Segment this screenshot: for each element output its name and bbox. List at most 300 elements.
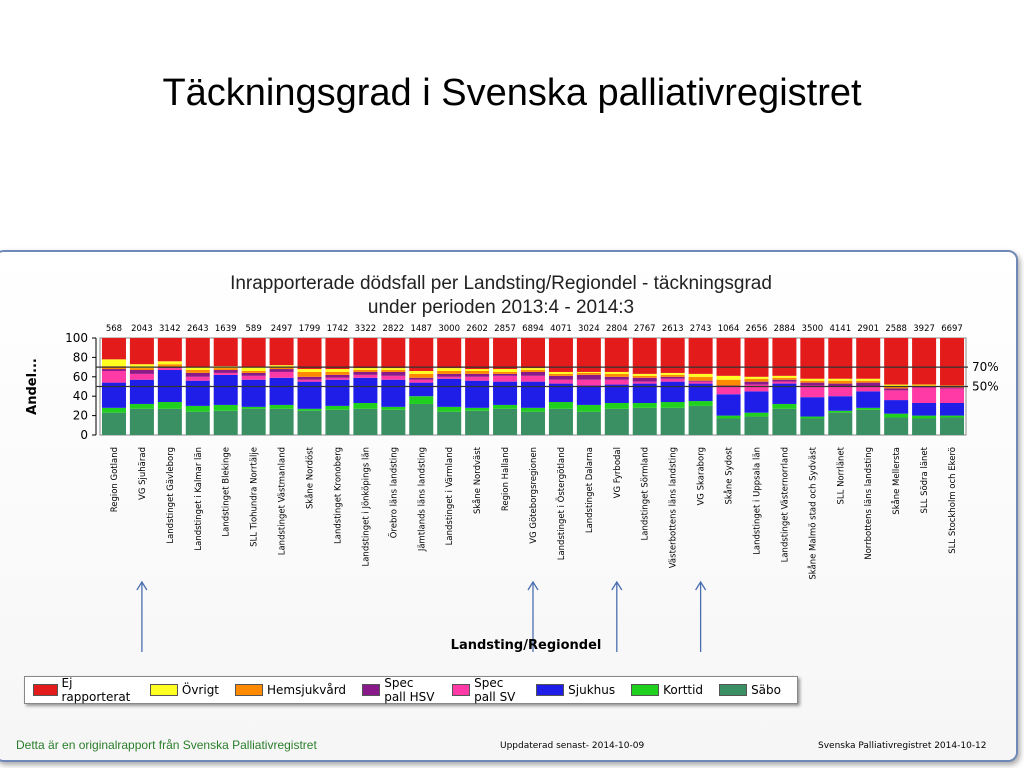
bar-segment-spec-pall-hsv (800, 383, 824, 386)
bar-segment-säbo (158, 409, 182, 435)
bar-segment-spec-pall-sv (912, 387, 936, 403)
bar-segment-spec-pall-sv (577, 380, 601, 386)
count-label: 2767 (633, 324, 656, 334)
bar-segment-övrigt (577, 372, 601, 373)
bar-segment-ej-rapporterat (102, 338, 126, 359)
bar-segment-korttid (298, 409, 322, 411)
x-tick-label: Jämtlands läns landsting (417, 447, 428, 552)
bar-segment-ej-rapporterat (270, 338, 294, 365)
count-label: 1742 (326, 324, 349, 334)
bar-segment-övrigt (493, 369, 517, 372)
count-label: 1639 (214, 324, 237, 334)
bar-segment-säbo (409, 404, 433, 435)
bar-segment-övrigt (381, 368, 405, 370)
bar-segment-hemsjukvård (186, 370, 210, 373)
bar-segment-sjukhus (381, 380, 405, 407)
legend-label: Säbo (751, 683, 781, 697)
bar-segment-spec-pall-sv (689, 382, 713, 384)
legend-swatch (150, 684, 178, 696)
bar-segment-spec-pall-hsv (884, 388, 908, 390)
x-tick-label: Landstinget Sörmland (640, 447, 651, 541)
count-label: 568 (105, 324, 123, 334)
bar-segment-säbo (940, 418, 964, 435)
bar-segment-sjukhus (828, 396, 852, 411)
bar-segment-sjukhus (940, 403, 964, 416)
bar-segment-sjukhus (912, 403, 936, 416)
count-label: 3000 (438, 324, 461, 334)
bar-segment-spec-pall-hsv (353, 372, 377, 375)
bar-segment-spec-pall-sv (437, 377, 461, 379)
bar-segment-ej-rapporterat (828, 338, 852, 379)
legend-label: Ej rapporterat (61, 676, 131, 704)
x-tick-label: Örebro läns landsting (389, 447, 400, 539)
chart-subtitle: under perioden 2013:4 - 2014:3 (367, 297, 635, 318)
report-panel (0, 250, 1018, 762)
y-tick-label: 60 (72, 369, 88, 384)
bar-segment-säbo (242, 409, 266, 435)
bar-segment-säbo (828, 413, 852, 435)
bar-segment-övrigt (298, 369, 322, 372)
count-label: 6894 (522, 324, 544, 334)
bar-segment-spec-pall-sv (102, 371, 126, 383)
bar-segment-övrigt (521, 368, 545, 370)
legend-item (362, 676, 436, 704)
y-tick-label: 80 (72, 350, 88, 365)
bar-segment-korttid (689, 401, 713, 406)
y-axis-title: Andel... (25, 358, 40, 415)
bar-segment-hemsjukvård (717, 380, 741, 386)
bar-segment-spec-pall-sv (214, 373, 238, 375)
bar-segment-hemsjukvård (493, 372, 517, 374)
bar-segment-spec-pall-hsv (744, 382, 768, 385)
bar-segment-spec-pall-sv (381, 376, 405, 380)
bar-segment-sjukhus (521, 382, 545, 408)
legend-item (150, 683, 219, 697)
bar-segment-spec-pall-hsv (325, 375, 349, 378)
bar-segment-spec-pall-sv (270, 372, 294, 378)
bar-segment-ej-rapporterat (717, 338, 741, 376)
legend-label: Sjukhus (568, 683, 616, 697)
y-tick-label: 20 (72, 408, 88, 423)
y-tick-label: 0 (80, 428, 88, 442)
bar-segment-sjukhus (186, 381, 210, 406)
bar-segment-övrigt (856, 379, 880, 381)
bar-segment-säbo (577, 412, 601, 435)
bar-segment-hemsjukvård (437, 371, 461, 374)
bar-segment-spec-pall-sv (493, 376, 517, 382)
bar-segment-spec-pall-hsv (465, 374, 489, 377)
bar-segment-ej-rapporterat (298, 338, 322, 369)
bar-segment-övrigt (633, 374, 657, 376)
legend-item (452, 676, 520, 704)
chart-legend (24, 676, 798, 704)
x-tick-label: Skåne Mellersta (892, 447, 903, 515)
bar-segment-sjukhus (130, 380, 154, 404)
bar-segment-spec-pall-hsv (633, 378, 657, 382)
bar-segment-övrigt (800, 379, 824, 381)
bar-segment-spec-pall-hsv (772, 380, 796, 382)
bar-segment-spec-pall-hsv (661, 377, 685, 379)
legend-item (631, 683, 703, 697)
x-tick-label: Skåne Nordväst (473, 447, 484, 514)
bar-segment-övrigt (353, 368, 377, 370)
bar-segment-övrigt (102, 359, 126, 366)
bar-segment-sjukhus (409, 383, 433, 397)
bar-segment-korttid (940, 416, 964, 418)
bar-segment-ej-rapporterat (856, 338, 880, 379)
bar-segment-sjukhus (270, 378, 294, 405)
bar-segment-korttid (465, 408, 489, 411)
bar-segment-korttid (549, 402, 573, 409)
reference-line-label: 50% (972, 379, 999, 394)
count-label: 3322 (354, 324, 377, 334)
count-label: 2043 (131, 324, 153, 334)
x-tick-label: SLL Tiohundra Norrtälje (249, 447, 260, 547)
bar-segment-ej-rapporterat (158, 338, 182, 361)
bar-segment-korttid (270, 405, 294, 409)
bar-segment-hemsjukvård (577, 373, 601, 375)
bar-segment-övrigt (465, 369, 489, 371)
bar-segment-korttid (772, 404, 796, 409)
bar-segment-korttid (661, 402, 685, 408)
x-tick-label: Skåne Sydost (724, 447, 735, 505)
bar-segment-övrigt (325, 369, 349, 372)
bar-segment-spec-pall-sv (856, 387, 880, 392)
bar-segment-säbo (717, 419, 741, 435)
legend-item (33, 676, 134, 704)
bar-segment-spec-pall-hsv (493, 374, 517, 376)
footer-registry-date: Svenska Palliativregistret 2014-10-12 (818, 741, 987, 751)
bar-segment-spec-pall-sv (325, 378, 349, 380)
legend-label: Övrigt (181, 683, 220, 697)
bar-segment-sjukhus (744, 391, 768, 412)
bar-segment-ej-rapporterat (465, 338, 489, 369)
bar-segment-ej-rapporterat (437, 338, 461, 368)
bar-segment-korttid (130, 404, 154, 409)
bar-segment-spec-pall-sv (130, 374, 154, 380)
bar-segment-hemsjukvård (409, 374, 433, 378)
x-tick-label: Landstinget i Kalmar län (193, 447, 204, 551)
legend-label: Spec pall SV (474, 676, 516, 704)
bar-segment-säbo (493, 409, 517, 435)
count-label: 4071 (550, 324, 572, 334)
bar-segment-övrigt (828, 379, 852, 381)
bar-segment-sjukhus (353, 378, 377, 403)
bar-segment-hemsjukvård (298, 372, 322, 377)
bar-segment-sjukhus (605, 385, 629, 403)
x-tick-label: Landstinget Dalarna (584, 447, 595, 534)
bar-segment-ej-rapporterat (353, 338, 377, 368)
bar-segment-säbo (465, 411, 489, 435)
bar-segment-hemsjukvård (242, 371, 266, 373)
bar-segment-hemsjukvård (856, 381, 880, 383)
x-tick-label: Landstinget i Värmland (445, 447, 456, 546)
bar-segment-hemsjukvård (689, 377, 713, 381)
bar-segment-korttid (856, 408, 880, 410)
bar-segment-övrigt (409, 371, 433, 374)
bar-segment-korttid (186, 406, 210, 412)
count-label: 3500 (801, 324, 824, 334)
slide-title: Täckningsgrad i Svenska palliativregistret (162, 72, 862, 114)
bar-segment-ej-rapporterat (912, 338, 936, 385)
count-label: 2656 (745, 324, 768, 334)
bar-segment-korttid (102, 408, 126, 413)
bar-segment-sjukhus (856, 391, 880, 407)
bar-segment-ej-rapporterat (744, 338, 768, 377)
count-label: 1064 (717, 324, 740, 334)
bar-segment-spec-pall-hsv (940, 387, 964, 388)
bar-segment-säbo (661, 408, 685, 435)
bar-segment-spec-pall-hsv (577, 375, 601, 380)
x-tick-label: Region Halland (501, 447, 512, 512)
x-tick-label: Västerbottens läns landsting (668, 447, 679, 569)
bar-segment-spec-pall-sv (940, 388, 964, 403)
bar-segment-korttid (633, 403, 657, 408)
bar-segment-sjukhus (465, 381, 489, 408)
legend-swatch (452, 684, 470, 696)
bar-segment-hemsjukvård (465, 371, 489, 374)
legend-item (235, 683, 346, 697)
bar-segment-säbo (214, 411, 238, 435)
count-label: 3142 (159, 324, 181, 334)
bar-segment-spec-pall-sv (633, 382, 657, 384)
count-label: 2602 (466, 324, 488, 334)
legend-item (719, 683, 781, 697)
bar-segment-övrigt (605, 372, 629, 374)
bar-segment-korttid (214, 405, 238, 411)
bar-segment-spec-pall-sv (828, 387, 852, 397)
bar-segment-övrigt (661, 373, 685, 375)
bar-segment-korttid (437, 407, 461, 412)
bar-segment-korttid (158, 402, 182, 409)
bar-segment-korttid (353, 403, 377, 409)
legend-swatch (719, 684, 747, 696)
x-tick-label: Landstinget i Östergötland (556, 447, 567, 561)
bar-segment-ej-rapporterat (633, 338, 657, 374)
bar-segment-korttid (409, 396, 433, 404)
legend-swatch (362, 684, 380, 696)
bar-segment-hemsjukvård (772, 378, 796, 380)
bar-segment-sjukhus (242, 380, 266, 407)
bar-segment-sjukhus (214, 375, 238, 405)
bar-segment-säbo (381, 410, 405, 435)
bar-segment-korttid (605, 403, 629, 409)
x-tick-label: Landstinget Blekinge (221, 447, 232, 537)
count-label: 3927 (913, 324, 935, 334)
bar-segment-korttid (828, 411, 852, 413)
legend-swatch (631, 684, 659, 696)
count-label: 2613 (661, 324, 684, 334)
y-tick-label: 100 (65, 331, 88, 345)
reference-line-label: 70% (972, 360, 999, 375)
bar-segment-säbo (186, 412, 210, 435)
bar-segment-spec-pall-sv (186, 377, 210, 381)
bar-segment-korttid (493, 405, 517, 409)
bar-segment-hemsjukvård (381, 370, 405, 372)
x-axis-title: Landsting/Regiondel (450, 638, 602, 653)
bar-segment-hemsjukvård (605, 374, 629, 377)
bar-segment-ej-rapporterat (186, 338, 210, 367)
bar-segment-sjukhus (325, 380, 349, 406)
bar-segment-ej-rapporterat (325, 338, 349, 369)
bar-segment-ej-rapporterat (214, 338, 238, 366)
footer-updated: Uppdaterad senast- 2014-10-09 (500, 741, 645, 751)
bar-segment-spec-pall-sv (465, 377, 489, 381)
bar-segment-hemsjukvård (744, 379, 768, 382)
bar-segment-spec-pall-sv (772, 382, 796, 384)
x-tick-label: Skåne Malmö stad och Sydväst (808, 447, 819, 580)
count-label: 2822 (382, 324, 405, 334)
x-tick-label: SLL Stockholm och Ekerö (948, 447, 959, 554)
legend-swatch (536, 684, 564, 696)
bar-segment-sjukhus (717, 394, 741, 415)
bar-segment-sjukhus (493, 382, 517, 405)
legend-label: Korttid (663, 683, 704, 697)
bar-segment-korttid (717, 416, 741, 419)
count-label: 1487 (410, 324, 433, 334)
bar-segment-spec-pall-hsv (186, 373, 210, 377)
bar-segment-säbo (270, 409, 294, 435)
bar-segment-säbo (549, 409, 573, 435)
bar-segment-spec-pall-sv (158, 368, 182, 370)
count-label: 2643 (186, 324, 209, 334)
bar-segment-hemsjukvård (214, 368, 238, 370)
bar-segment-spec-pall-hsv (270, 369, 294, 372)
bar-segment-ej-rapporterat (242, 338, 266, 367)
bar-segment-ej-rapporterat (772, 338, 796, 376)
x-tick-label: Landstinget Västernorrland (780, 447, 791, 563)
bar-segment-korttid (912, 416, 936, 419)
bar-segment-korttid (577, 405, 601, 412)
bar-segment-spec-pall-hsv (409, 378, 433, 380)
stacked-bar-chart (0, 252, 1016, 672)
bar-segment-spec-pall-sv (605, 380, 629, 385)
bar-segment-säbo (744, 417, 768, 435)
count-label: 6697 (941, 324, 963, 334)
x-tick-label: Landstinget Gävleborg (165, 447, 176, 544)
bar-segment-säbo (437, 412, 461, 435)
x-tick-label: Landstinget i Uppsala län (752, 447, 763, 555)
bar-segment-spec-pall-sv (884, 390, 908, 400)
bar-segment-säbo (912, 419, 936, 435)
legend-label: Spec pall HSV (384, 676, 435, 704)
x-tick-label: Region Gotland (109, 447, 120, 513)
bar-segment-korttid (242, 407, 266, 409)
bar-segment-säbo (633, 408, 657, 435)
count-label: 3024 (578, 324, 600, 334)
bar-segment-hemsjukvård (661, 375, 685, 377)
bar-segment-spec-pall-hsv (242, 373, 266, 376)
bar-segment-spec-pall-sv (521, 376, 545, 382)
bar-segment-spec-pall-hsv (130, 370, 154, 374)
bar-segment-övrigt (437, 368, 461, 371)
bar-segment-spec-pall-hsv (102, 369, 126, 371)
bar-segment-hemsjukvård (325, 372, 349, 375)
bar-segment-säbo (353, 409, 377, 435)
bar-segment-säbo (856, 410, 880, 435)
bar-segment-korttid (744, 413, 768, 417)
bar-segment-spec-pall-sv (298, 380, 322, 382)
x-tick-label: SLL Södra länet (920, 447, 931, 514)
count-label: 2884 (773, 324, 796, 334)
bar-segment-sjukhus (298, 382, 322, 409)
bar-segment-säbo (298, 411, 322, 435)
bar-segment-hemsjukvård (353, 370, 377, 372)
chart-title: Inrapporterade dödsfall per Landsting/Regiondel - täckningsgrad (230, 273, 772, 294)
bar-segment-korttid (884, 414, 908, 418)
bar-segment-spec-pall-hsv (689, 381, 713, 382)
bar-segment-spec-pall-hsv (605, 377, 629, 380)
bar-segment-spec-pall-hsv (381, 372, 405, 376)
bar-segment-sjukhus (577, 386, 601, 405)
bar-segment-ej-rapporterat (130, 338, 154, 364)
bar-segment-övrigt (912, 385, 936, 386)
bar-segment-ej-rapporterat (940, 338, 964, 386)
x-tick-label: VG Fyrbodal (612, 447, 623, 499)
bar-segment-sjukhus (661, 382, 685, 402)
bar-segment-spec-pall-hsv (521, 372, 545, 376)
bar-segment-övrigt (744, 377, 768, 379)
bar-segment-hemsjukvård (828, 381, 852, 384)
bar-segment-säbo (130, 409, 154, 435)
x-tick-label: VG Göteborgsregionen (529, 447, 539, 544)
bar-segment-spec-pall-hsv (437, 374, 461, 377)
legend-label: Hemsjukvård (267, 683, 347, 697)
bar-segment-säbo (884, 418, 908, 435)
bar-segment-ej-rapporterat (521, 338, 545, 368)
bar-segment-säbo (689, 406, 713, 435)
footer-original-report: Detta är en originalrapport från Svenska Palliativregistret (16, 738, 317, 752)
bar-segment-spec-pall-sv (242, 376, 266, 380)
bar-segment-spec-pall-sv (744, 385, 768, 392)
bar-segment-säbo (772, 409, 796, 435)
y-tick-label: 40 (72, 389, 88, 404)
x-tick-label: SLL Norrlänet (836, 447, 847, 505)
x-tick-label: Landstinget Västmanland (277, 447, 288, 556)
bar-segment-ej-rapporterat (409, 338, 433, 371)
bar-segment-korttid (521, 408, 545, 412)
bar-segment-säbo (800, 419, 824, 435)
bar-segment-ej-rapporterat (884, 338, 908, 385)
bar-segment-övrigt (158, 361, 182, 364)
bar-segment-hemsjukvård (800, 381, 824, 383)
count-label: 2901 (857, 324, 880, 334)
count-label: 2857 (494, 324, 516, 334)
bar-segment-övrigt (549, 372, 573, 374)
bar-segment-hemsjukvård (130, 368, 154, 370)
bar-segment-spec-pall-sv (661, 379, 685, 382)
x-tick-label: Landstinget Kronoberg (333, 447, 344, 544)
count-label: 2743 (689, 324, 712, 334)
x-tick-label: Skåne Nordöst (305, 447, 316, 509)
count-label: 2804 (605, 324, 628, 334)
x-tick-label: Norrbottens läns landsting (864, 447, 875, 560)
bar-segment-hemsjukvård (549, 374, 573, 376)
bar-segment-ej-rapporterat (800, 338, 824, 379)
bar-segment-ej-rapporterat (381, 338, 405, 368)
bar-segment-säbo (605, 409, 629, 435)
bar-segment-ej-rapporterat (493, 338, 517, 369)
bar-segment-övrigt (717, 376, 741, 380)
bar-segment-sjukhus (884, 400, 908, 414)
bar-segment-hemsjukvård (633, 376, 657, 378)
bar-segment-spec-pall-sv (549, 380, 573, 384)
bar-segment-säbo (521, 412, 545, 435)
bar-segment-korttid (381, 407, 405, 410)
x-tick-label: Landstinget i Jönköpings län (361, 447, 372, 567)
bar-segment-spec-pall-sv (717, 387, 741, 395)
bar-segment-spec-pall-hsv (298, 377, 322, 380)
